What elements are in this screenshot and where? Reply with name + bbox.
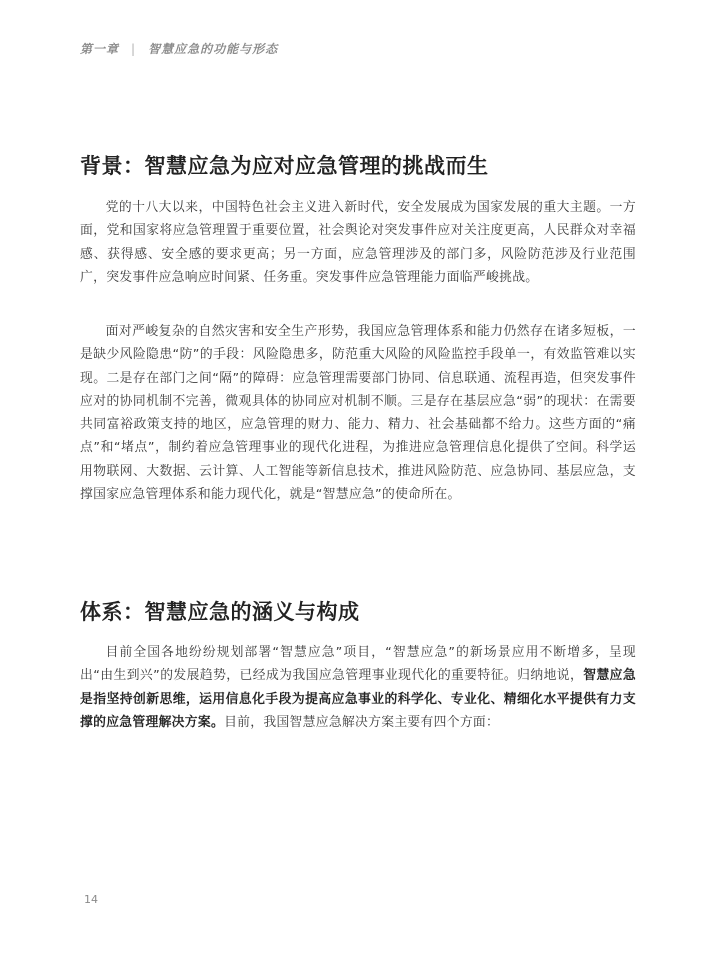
paragraph-tail: 目前，我国智慧应急解决方案主要有四个方面： (224, 714, 500, 730)
paragraph: 党的十八大以来，中国特色社会主义进入新时代，安全发展成为国家发展的重大主题。一方面，党和国家将应急管理置于重要位置，社会舆论对突发事件应对关注度更高，人民群众对幸福感、获得感、安全感的要求更高；另一方面，应急管理涉及的部门多，风险防范涉及行业范围广，突发事件应急响应时间紧、任务重。突发事件应急管理能力面临严峻挑战。 (80, 200, 636, 285)
section-title-background: 背景：智慧应急为应对应急管理的挑战而生 (80, 154, 489, 178)
header-separator: | (131, 42, 137, 56)
section-title-system: 体系：智慧应急的涵义与构成 (80, 600, 360, 624)
definition-emphasis: 智慧应急是指坚持创新思维，运用信息化手段为提高应急事业的科学化、专业化、精细化水平提供有力支撑的应急管理解决方案。 (80, 668, 636, 730)
paragraph: 面对严峻复杂的自然灾害和安全生产形势，我国应急管理体系和能力仍然存在诸多短板，一是缺少风险隐患“防”的手段：风险隐患多，防范重大风险的风险监控手段单一，有效监管难以实现。二是存在部门之间“隔”的障碍：应急管理需要部门协同、信息联通、流程再造，但突发事件应对的协同机制不完善，微观具体的协同应对机制不顺。三是存在基层应急“弱”的现状：在需要共同富裕政策支持的地区，应急管理的财力、能力、精力、社会基础都不给力。这些方面的“痛点”和“堵点”，制约着应急管理事业的现代化进程，为推进应急管理信息化提供了空间。科学运用物联网、大数据、云计算、人工智能等新信息技术，推进风险防范、应急协同、基层应急，支撑国家应急管理体系和能力现代化，就是“智慧应急”的使命所在。 (80, 324, 636, 503)
paragraph-lead: 目前全国各地纷纷规划部署“智慧应急”项目，“智慧应急”的新场景应用不断增多，呈现出“由生到兴”的发展趋势，已经成为我国应急管理事业现代化的重要特征。归纳地说， (80, 645, 636, 684)
page-number: 14 (84, 893, 98, 906)
chapter-title: 智慧应急的功能与形态 (148, 42, 279, 56)
running-header (80, 40, 278, 57)
chapter-label: 第一章 (80, 42, 120, 56)
paragraph-definition (80, 641, 636, 734)
